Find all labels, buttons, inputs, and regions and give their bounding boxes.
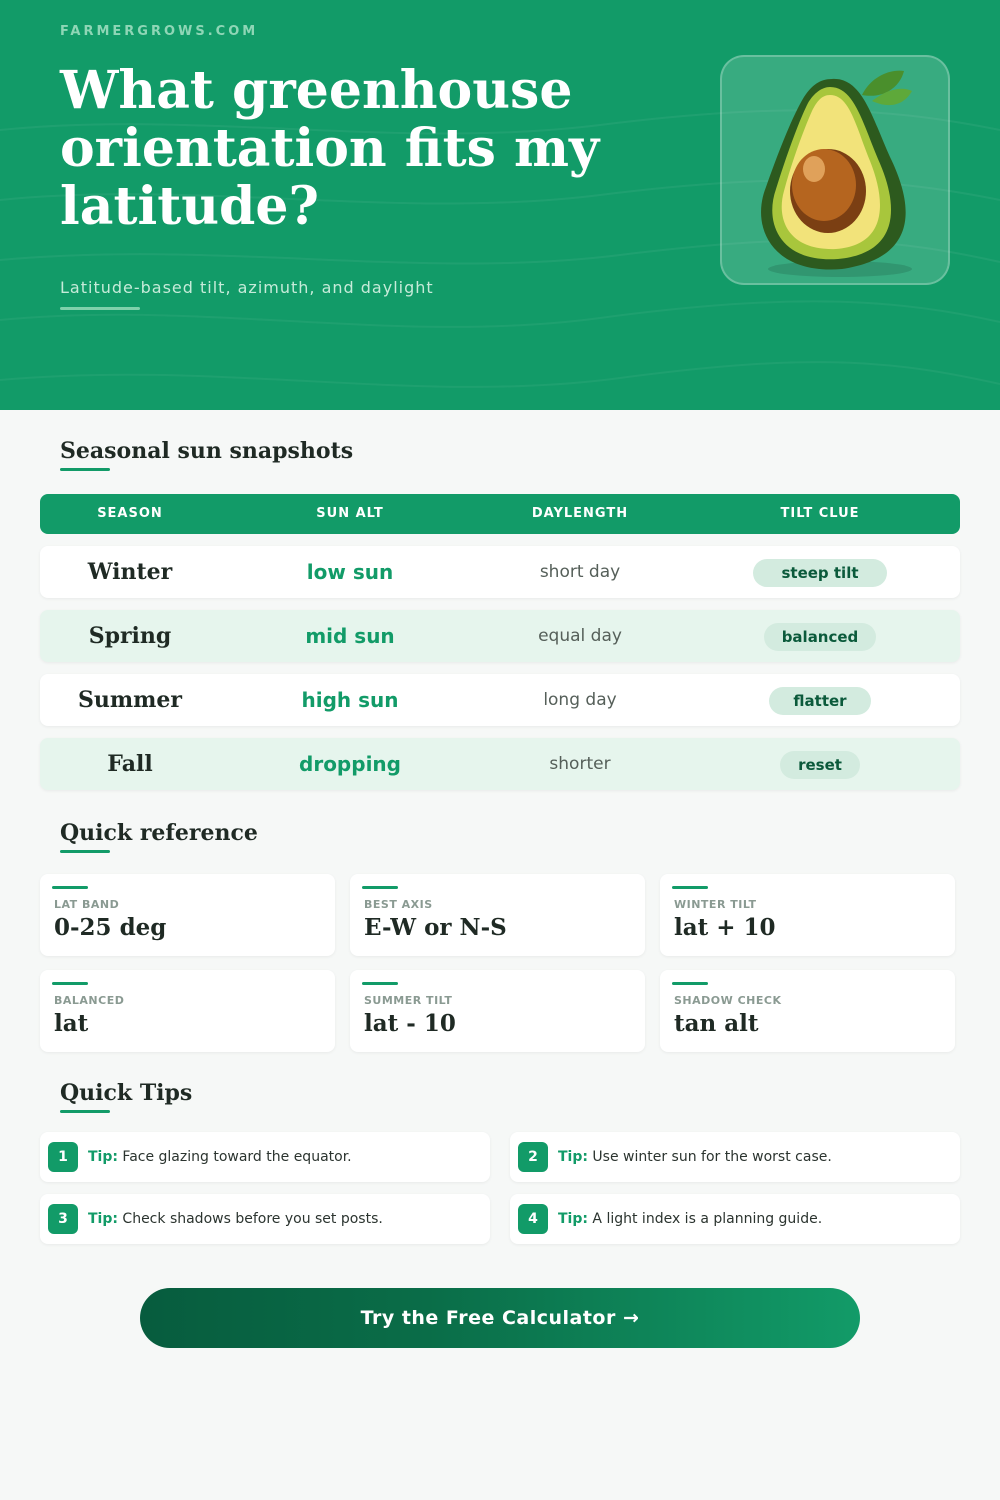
tip-item <box>40 1194 490 1244</box>
daylength-cell: shorter <box>549 754 611 774</box>
card-accent-bar <box>672 886 708 889</box>
card-label: LAT BAND <box>54 898 120 911</box>
tip-item <box>510 1194 960 1244</box>
tip-lead: Tip: <box>88 1149 118 1165</box>
reference-card <box>350 874 645 956</box>
card-value: lat - 10 <box>364 1010 456 1037</box>
table-row <box>40 674 960 726</box>
column-header-sun-alt: SUN ALT <box>316 506 384 521</box>
sun-alt-cell: mid sun <box>305 624 395 648</box>
tip-body: Use winter sun for the worst case. <box>592 1149 832 1165</box>
hero-banner <box>0 0 1000 410</box>
subtitle-underline <box>60 307 140 310</box>
section-title-reference: Quick reference <box>60 820 258 846</box>
section-underline <box>60 1110 110 1113</box>
reference-card <box>660 970 955 1052</box>
section-title-seasonal: Seasonal sun snapshots <box>60 438 354 464</box>
page-title: What greenhouse orientation fits my latitude? <box>60 60 600 237</box>
tilt-clue-cell <box>720 610 920 662</box>
table-row <box>40 610 960 662</box>
table-header <box>40 494 960 534</box>
tip-number-badge: 4 <box>518 1204 548 1234</box>
section-underline <box>60 850 110 853</box>
card-accent-bar <box>52 982 88 985</box>
card-label: SHADOW CHECK <box>674 994 782 1007</box>
tilt-clue-cell <box>720 738 920 790</box>
table-row <box>40 546 960 598</box>
card-accent-bar <box>362 886 398 889</box>
tip-lead: Tip: <box>88 1211 118 1227</box>
section-underline <box>60 468 110 471</box>
tip-body: Face glazing toward the equator. <box>122 1149 352 1165</box>
reference-card <box>40 874 335 956</box>
tilt-clue-cell <box>720 546 920 598</box>
card-value: tan alt <box>674 1010 759 1037</box>
tilt-clue-badge: reset <box>780 751 860 779</box>
section-title-tips: Quick Tips <box>60 1080 193 1106</box>
card-label: SUMMER TILT <box>364 994 453 1007</box>
tip-text <box>558 1194 822 1244</box>
tip-item <box>510 1132 960 1182</box>
card-label: BALANCED <box>54 994 125 1007</box>
tip-number-badge: 3 <box>48 1204 78 1234</box>
card-accent-bar <box>672 982 708 985</box>
sun-alt-cell: high sun <box>301 688 399 712</box>
daylength-cell: equal day <box>538 626 622 646</box>
tip-body: Check shadows before you set posts. <box>122 1211 383 1227</box>
tip-text <box>88 1194 383 1244</box>
season-cell: Winter <box>87 559 173 585</box>
table-row <box>40 738 960 790</box>
daylength-cell: short day <box>539 562 621 582</box>
season-cell: Fall <box>107 751 153 777</box>
reference-card <box>660 874 955 956</box>
tip-lead: Tip: <box>558 1211 588 1227</box>
tip-item <box>40 1132 490 1182</box>
page-subtitle: Latitude-based tilt, azimuth, and daylight <box>60 278 434 297</box>
tip-number-badge: 1 <box>48 1142 78 1172</box>
tilt-clue-badge: flatter <box>769 687 870 715</box>
card-value: E-W or N-S <box>364 914 507 941</box>
avocado-icon-tile <box>720 55 950 285</box>
tilt-clue-badge: balanced <box>764 623 877 651</box>
free-calculator-button[interactable]: Try the Free Calculator → <box>140 1288 860 1348</box>
card-value: 0-25 deg <box>54 914 167 941</box>
tilt-clue-badge: steep tilt <box>753 559 886 587</box>
reference-card <box>350 970 645 1052</box>
tip-text <box>558 1132 832 1182</box>
card-accent-bar <box>52 886 88 889</box>
column-header-daylength: DAYLENGTH <box>531 506 629 521</box>
site-name: FARMERGROWS.COM <box>60 24 259 39</box>
sun-alt-cell: low sun <box>306 560 394 584</box>
column-header-tilt-clue: TILT CLUE <box>780 506 860 521</box>
reference-card <box>40 970 335 1052</box>
card-value: lat + 10 <box>674 914 776 941</box>
column-header-season: SEASON <box>97 506 163 521</box>
tip-lead: Tip: <box>558 1149 588 1165</box>
season-cell: Summer <box>77 687 183 713</box>
daylength-cell: long day <box>543 690 617 710</box>
tip-body: A light index is a planning guide. <box>592 1211 823 1227</box>
card-accent-bar <box>362 982 398 985</box>
sun-alt-cell: dropping <box>299 752 401 776</box>
avocado-icon <box>722 57 952 287</box>
tip-text <box>88 1132 352 1182</box>
card-value: lat <box>54 1010 89 1037</box>
tilt-clue-cell <box>720 674 920 726</box>
card-label: WINTER TILT <box>674 898 757 911</box>
tip-number-badge: 2 <box>518 1142 548 1172</box>
card-label: BEST AXIS <box>364 898 433 911</box>
season-cell: Spring <box>88 623 172 649</box>
